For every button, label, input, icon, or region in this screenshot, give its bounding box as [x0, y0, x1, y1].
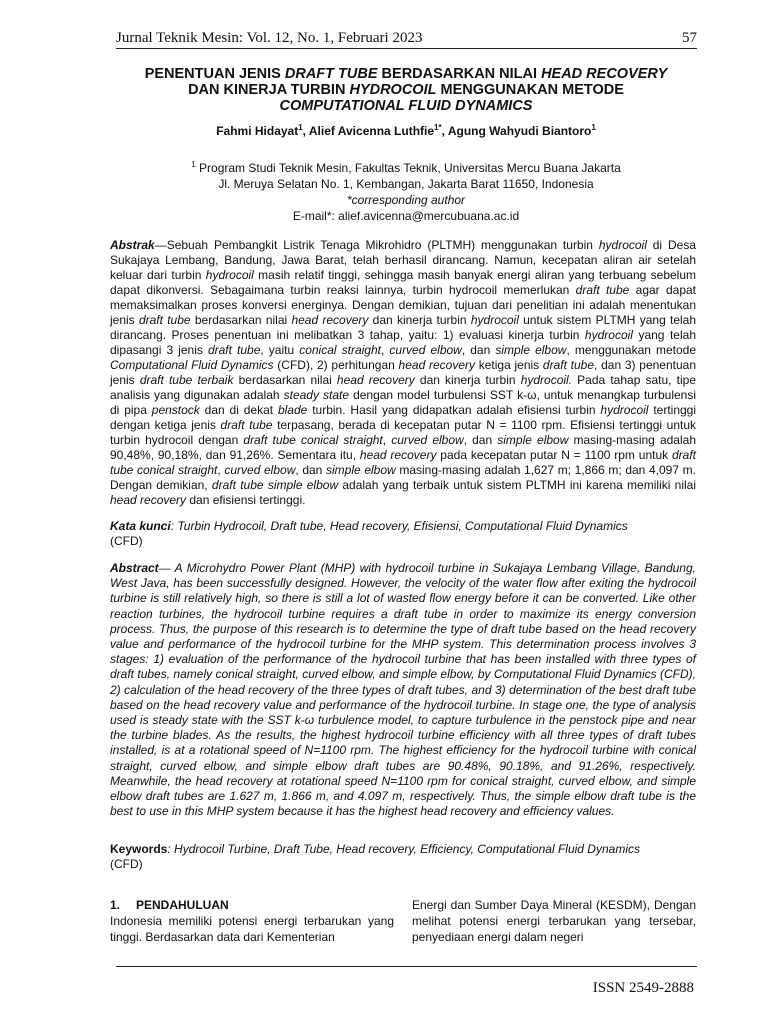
abstrak-term: hydrocoil	[205, 268, 254, 282]
abstrak-term: hydrocoil	[584, 328, 633, 342]
page-number: 57	[682, 30, 697, 46]
abstrak-paragraph	[110, 238, 696, 508]
abstrak-text: (CFD), 2) perhitungan	[273, 358, 399, 372]
title-text: DAN KINERJA TURBIN	[188, 82, 350, 98]
journal-citation: Jurnal Teknik Mesin: Vol. 12, No. 1, Februari 2023	[116, 30, 423, 46]
abstrak-text: berdasarkan nilai	[233, 373, 337, 387]
abstrak-text: pada kecepatan putar N = 1100 rpm untuk	[436, 448, 672, 462]
title-text: HYDROCOIL	[349, 82, 437, 98]
author-name: , Alief Avicenna Luthfie	[302, 124, 435, 138]
abstrak-term: hydrocoil	[470, 313, 519, 327]
paper-title	[100, 66, 712, 114]
abstrak-text: adalah yang terbaik untuk sistem PLTMH ini karena memiliki nilai	[338, 478, 696, 492]
email-line: E-mail*: alief.avicenna@mercubuana.ac.id	[292, 209, 520, 223]
keywords-label: Keywords	[110, 842, 168, 856]
author-name: Fahmi Hidayat	[216, 124, 299, 138]
abstrak-text: terpasang, berada di kecepatan putar N = 1100 rpm. Efisiensi tertinggi untuk turbin hydrocoil dengan	[110, 418, 696, 447]
abstrak-term: hydrocoil	[600, 403, 649, 417]
abstrak-term: head recovery	[291, 313, 369, 327]
abstrak-term: curved elbow	[391, 433, 464, 447]
title-text: BERDASARKAN NILAI	[377, 66, 542, 82]
abstrak-text: untuk sistem PLTMH yang telah dirancang. Proses penentuan ini melibatkan 3 tahap, yaitu: 1) evaluasi kinerja turbin	[110, 313, 697, 342]
abstract-paragraph	[110, 561, 696, 819]
section-heading	[110, 898, 229, 912]
abstrak-text: , dan 3) penentuan jenis	[110, 358, 696, 387]
abstrak-text: ,	[382, 433, 392, 447]
abstrak-term: hydrocoil.	[520, 373, 573, 387]
abstrak-term: conical straight	[299, 343, 381, 357]
abstrak-text: agar dapat memaksimalkan proses konversi energinya. Dengan demikian, tujuan dari penelitian ini adalah menentukan jenis	[110, 283, 697, 327]
title-text: MENGGUNAKAN METODE	[436, 82, 624, 98]
kata-kunci-paragraph	[110, 519, 696, 549]
abstrak-term: draft tube terbaik	[139, 373, 234, 387]
author-affiliation-mark: 1	[591, 123, 596, 132]
section-title: PENDAHULUAN	[136, 898, 229, 912]
section-number: 1.	[110, 898, 121, 912]
abstrak-term: draft tube	[542, 358, 595, 372]
abstrak-text: dan kinerja turbin	[368, 313, 471, 327]
abstrak-term: draft tube simple elbow	[211, 478, 339, 492]
abstrak-term: draft tube conical straight	[110, 448, 696, 477]
kata-kunci-text: (CFD)	[110, 534, 143, 548]
abstract-label: Abstract	[110, 561, 159, 575]
author-name: , Agung Wahyudi Biantoro	[441, 124, 592, 138]
abstrak-text: dan efisiensi tertinggi.	[186, 493, 306, 507]
abstrak-text: masih relatif tinggi, sehingga masih banyak energi aliran yang terbuang sebelum dapat dikonversi. Sebagaimana turbin reaksi lainnya, turbin hydrocoil memerlukan	[110, 268, 697, 297]
abstrak-text: , menggunakan metode	[566, 343, 697, 357]
abstrak-term: simple elbow	[326, 463, 396, 477]
abstrak-text: ,	[217, 463, 225, 477]
kata-kunci-label: Kata kunci	[110, 519, 171, 533]
abstrak-term: draft tube	[138, 313, 191, 327]
abstrak-term: curved elbow	[389, 343, 462, 357]
abstrak-text: masing-masing adalah 1,627 m; 1,866 m; dan 4,097 m. Dengan demikian,	[110, 463, 696, 492]
abstrak-text: , yaitu	[260, 343, 300, 357]
abstrak-term: head recovery	[336, 373, 415, 387]
abstrak-text: —Sebuah Pembangkit Listrik Tenaga Mikrohidro (PLTMH) menggunakan turbin	[154, 238, 599, 252]
abstrak-term: hydrocoil	[598, 238, 647, 252]
abstract-text: — A Microhydro Power Plant (MHP) with hydrocoil turbine in Sukajaya Lembang Village, Bandung, West Java, has been successfully designed. However, the velocity of the water flow after exiting the hydrocoil turbine is still relatively high, so there is still a lot of wasted flow energy before it can be converted. Like other reaction turbines, the hydrocoil turbine requires a draft tube in order to maximize its energy conversion process. Thus, the purpose of this research is to determine the type of draft tube based on the head recovery value and performance of the hydrocoil turbine for the MHP system. This determination process involves 3 stages: 1) evaluation of the performance of the hydrocoil turbine that has been installed with three types of draft tubes, namely conical straight, curved elbow, and simple elbow, by Computational Fluid Dynamics (CFD), 2) calculation of the head recovery of the three types of draft tubes, and 3) determination of the best draft tube based on the head recovery value and performance of the hydrocoil turbine. In stage one, the type of analysis used is steady state with the SST k-ω turbulence model, to capture turbulence in the penstock pipe and near the turbine blades. As the results, the highest hydrocoil turbine efficiency with all three types of draft tubes installed, is at a rotational speed of N=1100 rpm. The highest efficiency for the hydrocoil turbine with conical straight, curved elbow, and simple elbow draft tubes are 90.48%, 90.18%, and 91.26%, respectively. Meanwhile, the head recovery at rotational speed N=1100 rpm for conical straight, curved elbow, and simple elbow draft tubes are 1.627 m, 1.866 m, and 4.097 m, respectively. Thus, the simple elbow draft tube is the best to use in this MHP system because it has the highest head recovery and efficiency values.	[110, 561, 696, 819]
title-text: HEAD RECOVERY	[541, 66, 668, 82]
author-affiliation-mark: 1	[298, 123, 303, 132]
running-header	[116, 30, 697, 49]
abstrak-text: turbin. Hasil yang didapatkan adalah efisiensi turbin	[307, 403, 601, 417]
title-text: PENENTUAN JENIS	[144, 66, 285, 82]
abstrak-term: draft tube	[207, 343, 261, 357]
author-affiliation-mark: 1*	[434, 123, 442, 132]
abstrak-term: curved elbow	[224, 463, 296, 477]
title-text: DRAFT TUBE	[284, 66, 378, 82]
address-line: Jl. Meruya Selatan No. 1, Kembangan, Jakarta Barat 11650, Indonesia	[218, 177, 594, 191]
abstrak-term: blade	[277, 403, 308, 417]
abstrak-term: steady state	[283, 388, 350, 402]
abstrak-term: draft tube	[575, 283, 630, 297]
abstrak-term: Computational Fluid Dynamics	[110, 358, 274, 372]
affiliation-line: Program Studi Teknik Mesin, Fakultas Teknik, Universitas Mercu Buana Jakarta	[195, 161, 621, 175]
abstrak-text: , dan	[463, 433, 498, 447]
corresponding-note: *corresponding author	[346, 193, 466, 207]
abstrak-term: head recovery	[110, 493, 187, 507]
abstrak-text: dan di dekat	[199, 403, 278, 417]
affiliation-block	[100, 160, 712, 224]
abstrak-text: tertinggi dengan ketiga jenis	[110, 403, 697, 432]
keywords-text: (CFD)	[110, 857, 143, 871]
abstrak-text: , dan	[295, 463, 327, 477]
abstrak-text: ketiga jenis	[475, 358, 543, 372]
intro-left-column: Indonesia memiliki potensi energi terbarukan yang tinggi. Berdasarkan data dari Kementerian	[110, 914, 394, 944]
abstrak-term: head recovery	[398, 358, 475, 372]
abstrak-term: head recovery	[359, 448, 437, 462]
abstrak-text: Pada tahap satu, tipe analisis yang digunakan adalah	[110, 373, 696, 402]
keywords-text: : Hydrocoil Turbine, Draft Tube, Head recovery, Efficiency, Computational Fluid Dynamics	[167, 842, 640, 856]
abstrak-text: dan kinerja turbin	[414, 373, 521, 387]
abstrak-term: penstock	[151, 403, 200, 417]
abstrak-term: simple elbow	[497, 433, 569, 447]
intro-right-column: Energi dan Sumber Daya Mineral (KESDM), Dengan melihat potensi energi terbarukan yang tersebar, penyediaan energi dalam negeri	[412, 898, 696, 944]
abstrak-text: dengan model turbulensi SST k-ω, untuk menangkap turbulensi di pipa	[110, 388, 696, 417]
abstrak-text: masing-masing adalah 90,48%, 90,18%, dan 91,26%. Sementara itu,	[110, 433, 696, 462]
affiliation-mark: 1	[191, 160, 196, 169]
issn-footer: ISSN 2549-2888	[592, 980, 694, 996]
abstrak-term: simple elbow	[495, 343, 567, 357]
footer-divider	[116, 966, 697, 967]
title-text: COMPUTATIONAL FLUID DYNAMICS	[279, 98, 533, 114]
abstrak-term: draft tube	[220, 418, 273, 432]
abstrak-text: berdasarkan nilai	[190, 313, 292, 327]
abstrak-text: , dan	[461, 343, 496, 357]
abstrak-term: draft tube conical straight	[243, 433, 383, 447]
abstrak-text: ,	[380, 343, 390, 357]
kata-kunci-text: : Turbin Hydrocoil, Draft tube, Head recovery, Efisiensi, Computational Fluid Dynamics	[170, 519, 628, 533]
abstrak-text: yang telah dipasangi 3 jenis	[110, 328, 696, 357]
keywords-paragraph	[110, 842, 696, 872]
author-list	[100, 124, 712, 138]
abstrak-label: Abstrak	[110, 238, 155, 252]
abstrak-text: di Desa Sukajaya Lembang, Bandung, Jawa Barat, telah berhasil dirancang. Namun, kecepatan aliran air setelah keluar dari turbin	[110, 238, 696, 282]
